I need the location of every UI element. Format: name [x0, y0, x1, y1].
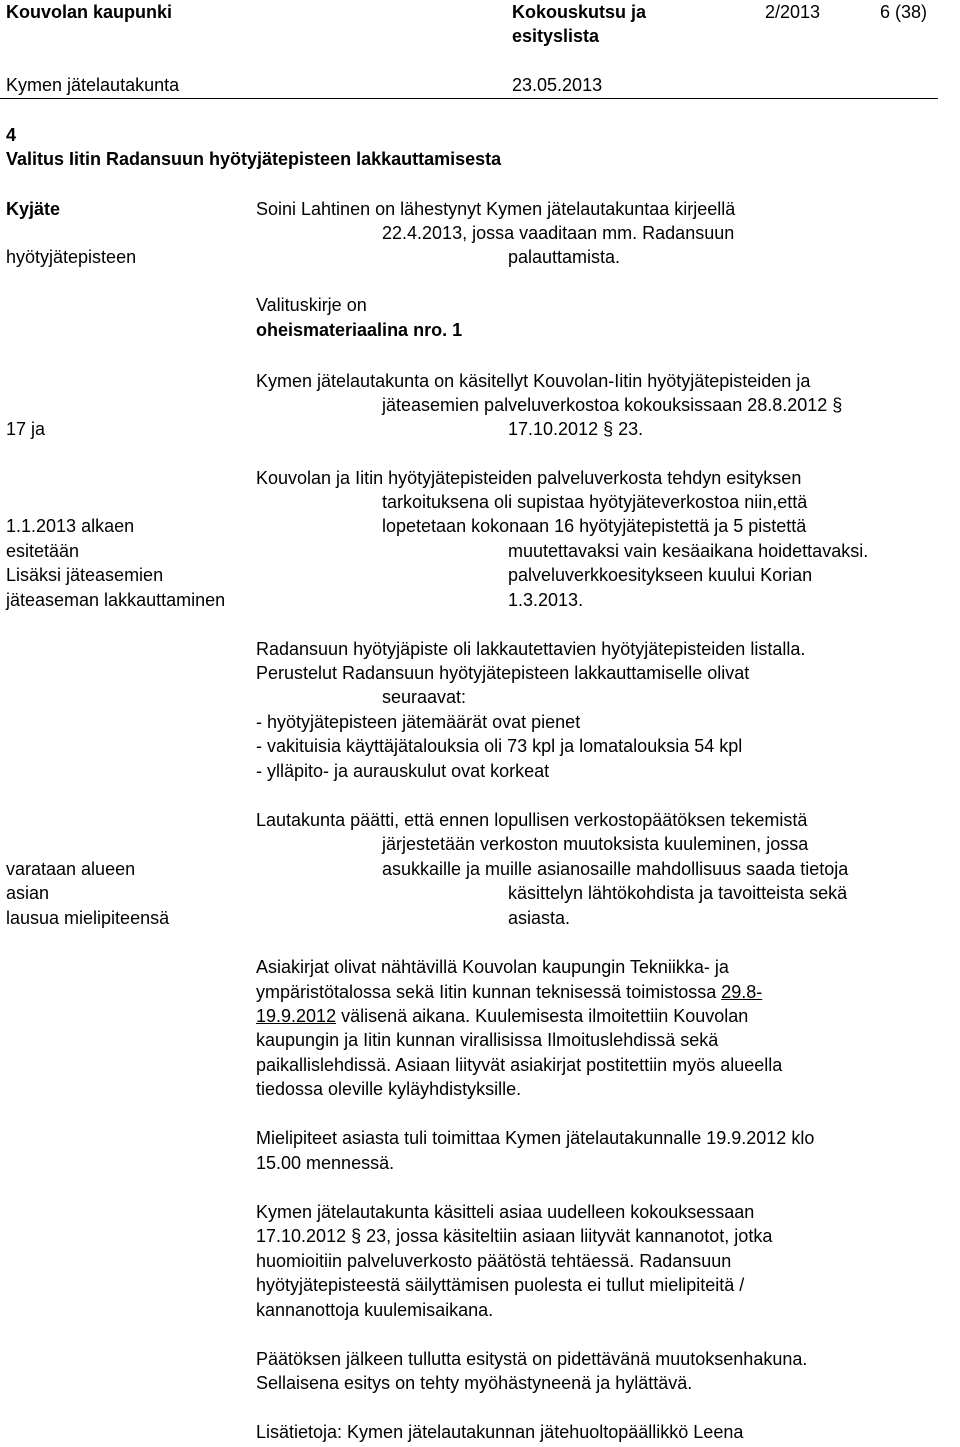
section-number: 4 — [6, 125, 17, 145]
body-line: Perustelut Radansuun hyötyjätepisteen lakkauttamiselle olivat — [256, 663, 750, 683]
body-line: asukkaille ja muille asianosaille mahdollisuus saada tietoja — [382, 859, 849, 879]
body-line: hyötyjätepisteestä säilyttämisen puolesta ei tullut mielipiteitä / — [256, 1275, 745, 1295]
contact-info: Lisätietoja: Kymen jätelautakunnan jätehuoltopäällikkö Leena — [256, 1422, 744, 1442]
appendix-note: Valituskirje on — [256, 295, 367, 315]
body-line: palveluverkkoesitykseen kuului Korian — [508, 565, 813, 585]
body-line: tarkoituksena oli supistaa hyötyjäteverkostoa niin,että — [382, 492, 808, 512]
body-line: kannanottoja kuulemisaikana. — [256, 1300, 494, 1320]
header-doc-type-cont: esityslista — [512, 26, 600, 46]
body-line: varataan alueen — [6, 859, 136, 879]
body-line: 17.10.2012 § 23, jossa käsiteltiin asiaan liityvät kannanotot, jotka — [256, 1226, 773, 1246]
body-line: Lisäksi jäteasemien — [6, 565, 164, 585]
body-line — [256, 981, 762, 1003]
body-line: Mielipiteet asiasta tuli toimittaa Kymen jätelautakunnalle 19.9.2012 klo — [256, 1128, 815, 1148]
body-line: 1.3.2013. — [508, 590, 584, 610]
body-line: Päätöksen jälkeen tullutta esitystä on pidettävänä muutoksenhakuna. — [256, 1349, 808, 1369]
header-page-number: 6 (38) — [880, 2, 928, 22]
list-item: - ylläpito- ja aurauskulut ovat korkeat — [256, 761, 550, 781]
body-line: 15.00 mennessä. — [256, 1153, 395, 1173]
body-line — [256, 1005, 748, 1027]
body-line: seuraavat: — [382, 687, 467, 707]
list-item: - vakituisia käyttäjätalouksia oli 73 kpl ja lomatalouksia 54 kpl — [256, 736, 743, 756]
body-line: Soini Lahtinen on lähestynyt Kymen jätelautakuntaa kirjeellä — [256, 199, 736, 219]
appendix-ref: oheismateriaalina nro. 1 — [256, 320, 463, 340]
section-title: Valitus Iitin Radansuun hyötyjätepisteen lakkauttamisesta — [6, 149, 502, 169]
diary-ref: Kyjäte — [6, 199, 61, 219]
header-doc-number: 2/2013 — [765, 2, 821, 22]
body-line: 17 ja — [6, 419, 46, 439]
body-line: Lautakunta päätti, että ennen lopullisen verkostopäätöksen tekemistä — [256, 810, 808, 830]
body-line: Radansuun hyötyjäpiste oli lakkautettavien hyötyjätepisteiden listalla. — [256, 639, 806, 659]
body-line: jäteasemien palveluverkostoa kokouksissaan 28.8.2012 § — [382, 395, 843, 415]
body-text: välisenä aikana. Kuulemisesta ilmoitettiin Kouvolan — [341, 1006, 749, 1026]
body-line: 22.4.2013, jossa vaaditaan mm. Radansuun — [382, 223, 735, 243]
body-line: 1.1.2013 alkaen — [6, 516, 135, 536]
body-line: käsittelyn lähtökohdista ja tavoitteista sekä — [508, 883, 848, 903]
body-line: Asiakirjat olivat nähtävillä Kouvolan kaupungin Tekniikka- ja — [256, 957, 729, 977]
header-doc-type: Kokouskutsu ja — [512, 2, 647, 22]
body-line: asian — [6, 883, 50, 903]
body-line: 17.10.2012 § 23. — [508, 419, 644, 439]
header-org: Kouvolan kaupunki — [6, 2, 173, 22]
date-range-end: 19.9.2012 — [256, 1006, 337, 1026]
header-divider — [0, 98, 938, 99]
body-line: palauttamista. — [508, 247, 621, 267]
body-line: muutettavaksi vain kesäaikana hoidettavaksi. — [508, 541, 869, 561]
body-line: lausua mielipiteensä — [6, 908, 170, 928]
body-line: järjestetään verkoston muutoksista kuuleminen, jossa — [382, 834, 809, 854]
list-item: - hyötyjätepisteen jätemäärät ovat pienet — [256, 712, 581, 732]
body-line: lopetetaan kokonaan 16 hyötyjätepistettä ja 5 pistettä — [382, 516, 807, 536]
body-line: kaupungin ja Iitin kunnan virallisissa Ilmoituslehdissä sekä — [256, 1030, 719, 1050]
body-line: esitetään — [6, 541, 80, 561]
body-line: Kymen jätelautakunta käsitteli asiaa uudelleen kokouksessaan — [256, 1202, 755, 1222]
body-line: tiedossa oleville kyläyhdistyksille. — [256, 1079, 522, 1099]
body-line: asiasta. — [508, 908, 571, 928]
body-line: Sellaisena esitys on tehty myöhästyneenä ja hylättävä. — [256, 1373, 693, 1393]
body-line: Kymen jätelautakunta on käsitellyt Kouvolan-Iitin hyötyjätepisteiden ja — [256, 371, 811, 391]
body-text: ympäristötalossa sekä Iitin kunnan teknisessä toimistossa — [256, 982, 717, 1002]
header-date: 23.05.2013 — [512, 75, 603, 95]
body-line: Kouvolan ja Iitin hyötyjätepisteiden palveluverkosta tehdyn esityksen — [256, 468, 802, 488]
body-line: hyötyjätepisteen — [6, 247, 137, 267]
date-range-start: 29.8- — [721, 982, 763, 1002]
body-line: jäteaseman lakkauttaminen — [6, 590, 226, 610]
header-committee: Kymen jätelautakunta — [6, 75, 180, 95]
body-line: huomioitiin palveluverkosto päätöstä tehtäessä. Radansuun — [256, 1251, 732, 1271]
body-line: paikallislehdissä. Asiaan liityvät asiakirjat postitettiin myös alueella — [256, 1055, 783, 1075]
